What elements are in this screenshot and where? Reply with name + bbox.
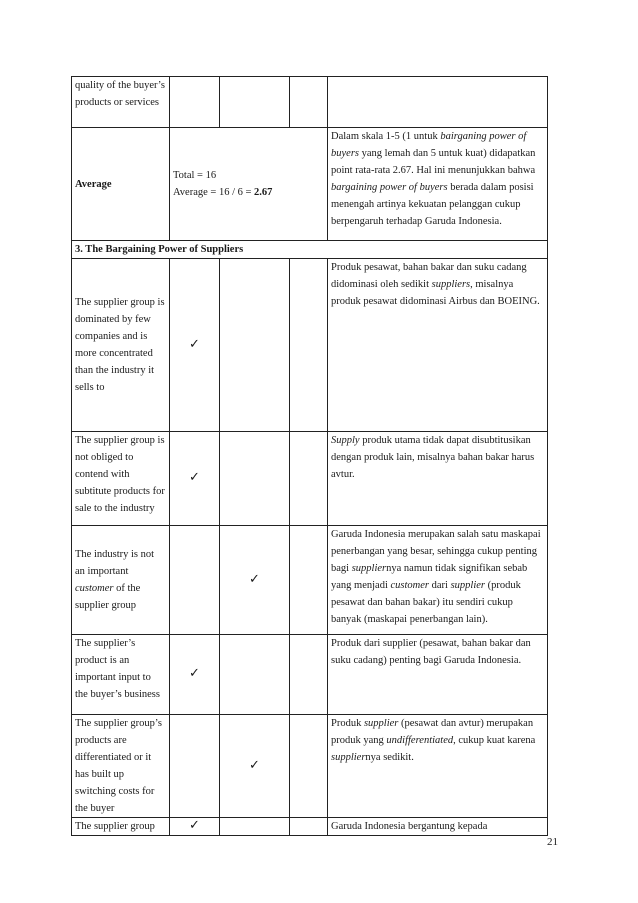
table-row — [72, 635, 548, 715]
section-header-row — [72, 241, 548, 259]
factor-label: The supplier group is dominated by few companies and is more concentrated than the industry it sells to — [72, 259, 170, 432]
factor-label: The supplier group is not obliged to contend with subtitute products for sale to the industry — [72, 432, 170, 526]
average-note: Dalam skala 1-5 (1 untuk bairganing power of buyers yang lemah dan 5 untuk kuat) didapatkan point rata-rata 2.67. Hal ini menunjukkan bahwa bargaining power of buyers berada dalam posisi menengah artinya kekuatan pelanggan cukup berpengaruh terhadap Garuda Indonesia. — [328, 128, 548, 241]
factor-note: Produk dari supplier (pesawat, bahan bakar dan suku cadang) penting bagi Garuda Indonesia. — [328, 635, 548, 715]
table-row — [72, 432, 548, 526]
factor-label: The supplier’s product is an important input to the buyer’s business — [72, 635, 170, 715]
section-title: 3. The Bargaining Power of Suppliers — [72, 241, 548, 259]
average-text: Average = 16 / 6 = — [173, 187, 255, 198]
factor-note: Garuda Indonesia bergantung kepada — [328, 818, 548, 836]
check-icon: ✓ — [189, 470, 200, 485]
average-value: 2.67 — [254, 187, 273, 198]
assessment-table — [71, 76, 548, 836]
check-icon: ✓ — [189, 818, 200, 833]
factor-label: quality of the buyer’s products or services — [72, 77, 170, 128]
page-number: 21 — [547, 836, 558, 848]
average-label: Average — [72, 128, 170, 241]
factor-note: Produk supplier (pesawat dan avtur) merupakan produk yang undifferentiated, cukup kuat karena suppliernya sedikit. — [328, 715, 548, 818]
average-score — [170, 128, 328, 241]
check-icon: ✓ — [249, 757, 260, 773]
factor-note: Supply produk utama tidak dapat disubtitusikan dengan produk lain, misalnya bahan bakar harus avtur. — [328, 432, 548, 526]
total-text: Total = 16 — [173, 170, 217, 181]
table-row — [72, 715, 548, 818]
factor-note: Garuda Indonesia merupakan salah satu maskapai penerbangan yang besar, sehingga cukup penting bagi suppliernya namun tidak signifikan sebab yang menjadi customer dari supplier (produk pesawat dan bahan bakar) itu sendiri cukup banyak (maskapai penerbangan lain). — [328, 526, 548, 635]
factor-label: The supplier group — [72, 818, 170, 836]
factor-label: The industry is not an important customer of the supplier group — [72, 526, 170, 635]
check-icon: ✓ — [189, 666, 200, 681]
factor-note: Produk pesawat, bahan bakar dan suku cadang didominasi oleh sedikit suppliers, misalnya produk pesawat didominasi Airbus dan BOEING. — [328, 259, 548, 432]
factor-label: The supplier group’s products are differentiated or it has built up switching costs for the buyer — [72, 715, 170, 818]
table-row — [72, 77, 548, 128]
check-icon: ✓ — [249, 571, 260, 587]
table-row — [72, 526, 548, 635]
check-icon: ✓ — [189, 336, 200, 352]
average-row — [72, 128, 548, 241]
table-row — [72, 818, 548, 836]
table-row — [72, 259, 548, 432]
